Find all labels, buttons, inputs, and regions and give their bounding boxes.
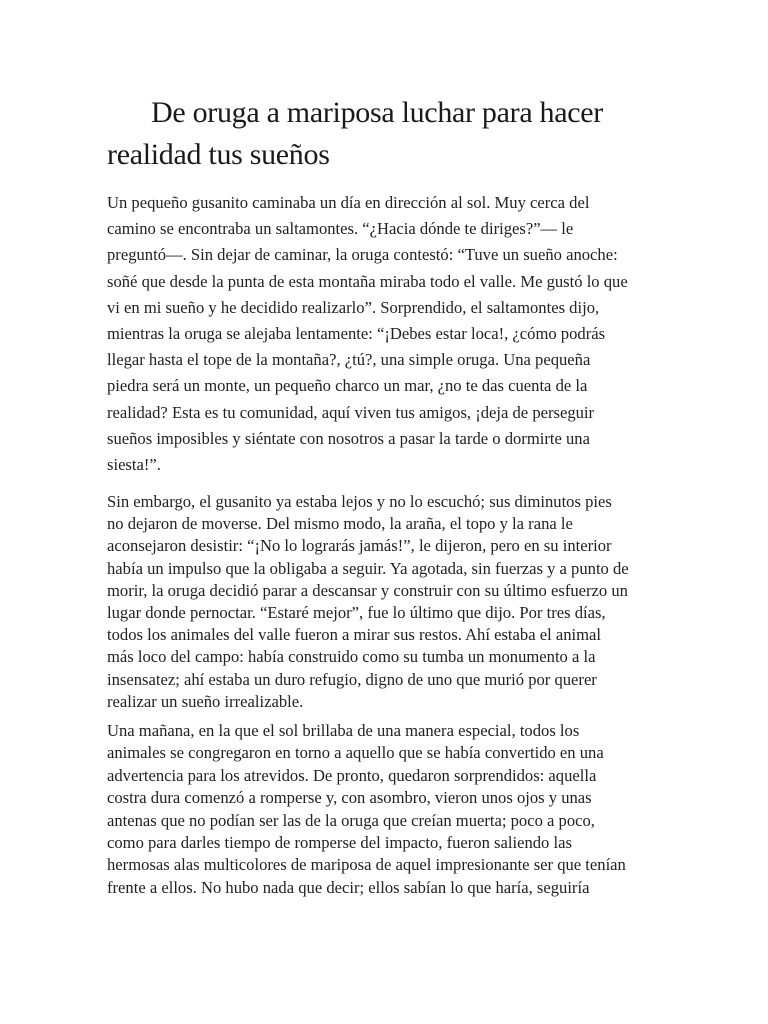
paragraph-2: Sin embargo, el gusanito ya estaba lejos y no lo escuchó; sus diminutos pies no dejaron de moverse. Del mismo modo, la araña, el topo y la rana le aconsejaron desistir: “¡No lo lograrás jamás!”, le dijeron, pero en su interior había un impulso que la obligaba a seguir. Ya agotada, sin fuerzas y a punto de morir, la oruga decidió parar a descansar y construir con su último esfuerzo un lugar donde pernoctar. “Estaré mejor”, fue lo último que dijo. Por tres días, todos los animales del valle fueron a mirar sus restos. Ahí estaba el animal más loco del campo: había construido como su tumba un monumento a la insensatez; ahí estaba un duro refugio, digno de uno que murió por querer realizar un sueño irrealizable. bbox=[107, 492, 629, 711]
paragraph-1: Un pequeño gusanito caminaba un día en dirección al sol. Muy cerca del camino se encontraba un saltamontes. “¿Hacia dónde te diriges?”— le preguntó—. Sin dejar de caminar, la oruga contestó: “Tuve un sueño anoche: soñé que desde la punta de esta montaña miraba todo el valle. Me gustó lo que vi en mi sueño y he decidido realizarlo”. Sorprendido, el saltamontes dijo, mientras la oruga se alejaba lentamente: “¡Debes estar loca!, ¿cómo podrás llegar hasta el tope de la montaña?, ¿tú?, una simple oruga. Una pequeña piedra será un monte, un pequeño charco un mar, ¿no te das cuenta de la realidad? Esta es tu comunidad, aquí viven tus amigos, ¡deja de perseguir sueños imposibles y siéntate con nosotros a pasar la tarde o dormirte una siesta!”. bbox=[107, 193, 628, 475]
paragraph-3: Una mañana, en la que el sol brillaba de una manera especial, todos los animales se congregaron en torno a aquello que se había convertido en una advertencia para los atrevidos. De pronto, quedaron sorprendidos: aquella costra dura comenzó a romperse y, con asombro, vieron unos ojos y unas antenas que no podían ser las de la oruga que creían muerta; poco a poco, como para darles tiempo de romperse del impacto, fueron saliendo las hermosas alas multicolores de mariposa de aquel impresionante ser que tenían frente a ellos. No hubo nada que decir; ellos sabían lo que haría, seguiría bbox=[107, 721, 626, 897]
page-title: De oruga a mariposa luchar para hacer realidad tus sueños bbox=[107, 96, 603, 171]
